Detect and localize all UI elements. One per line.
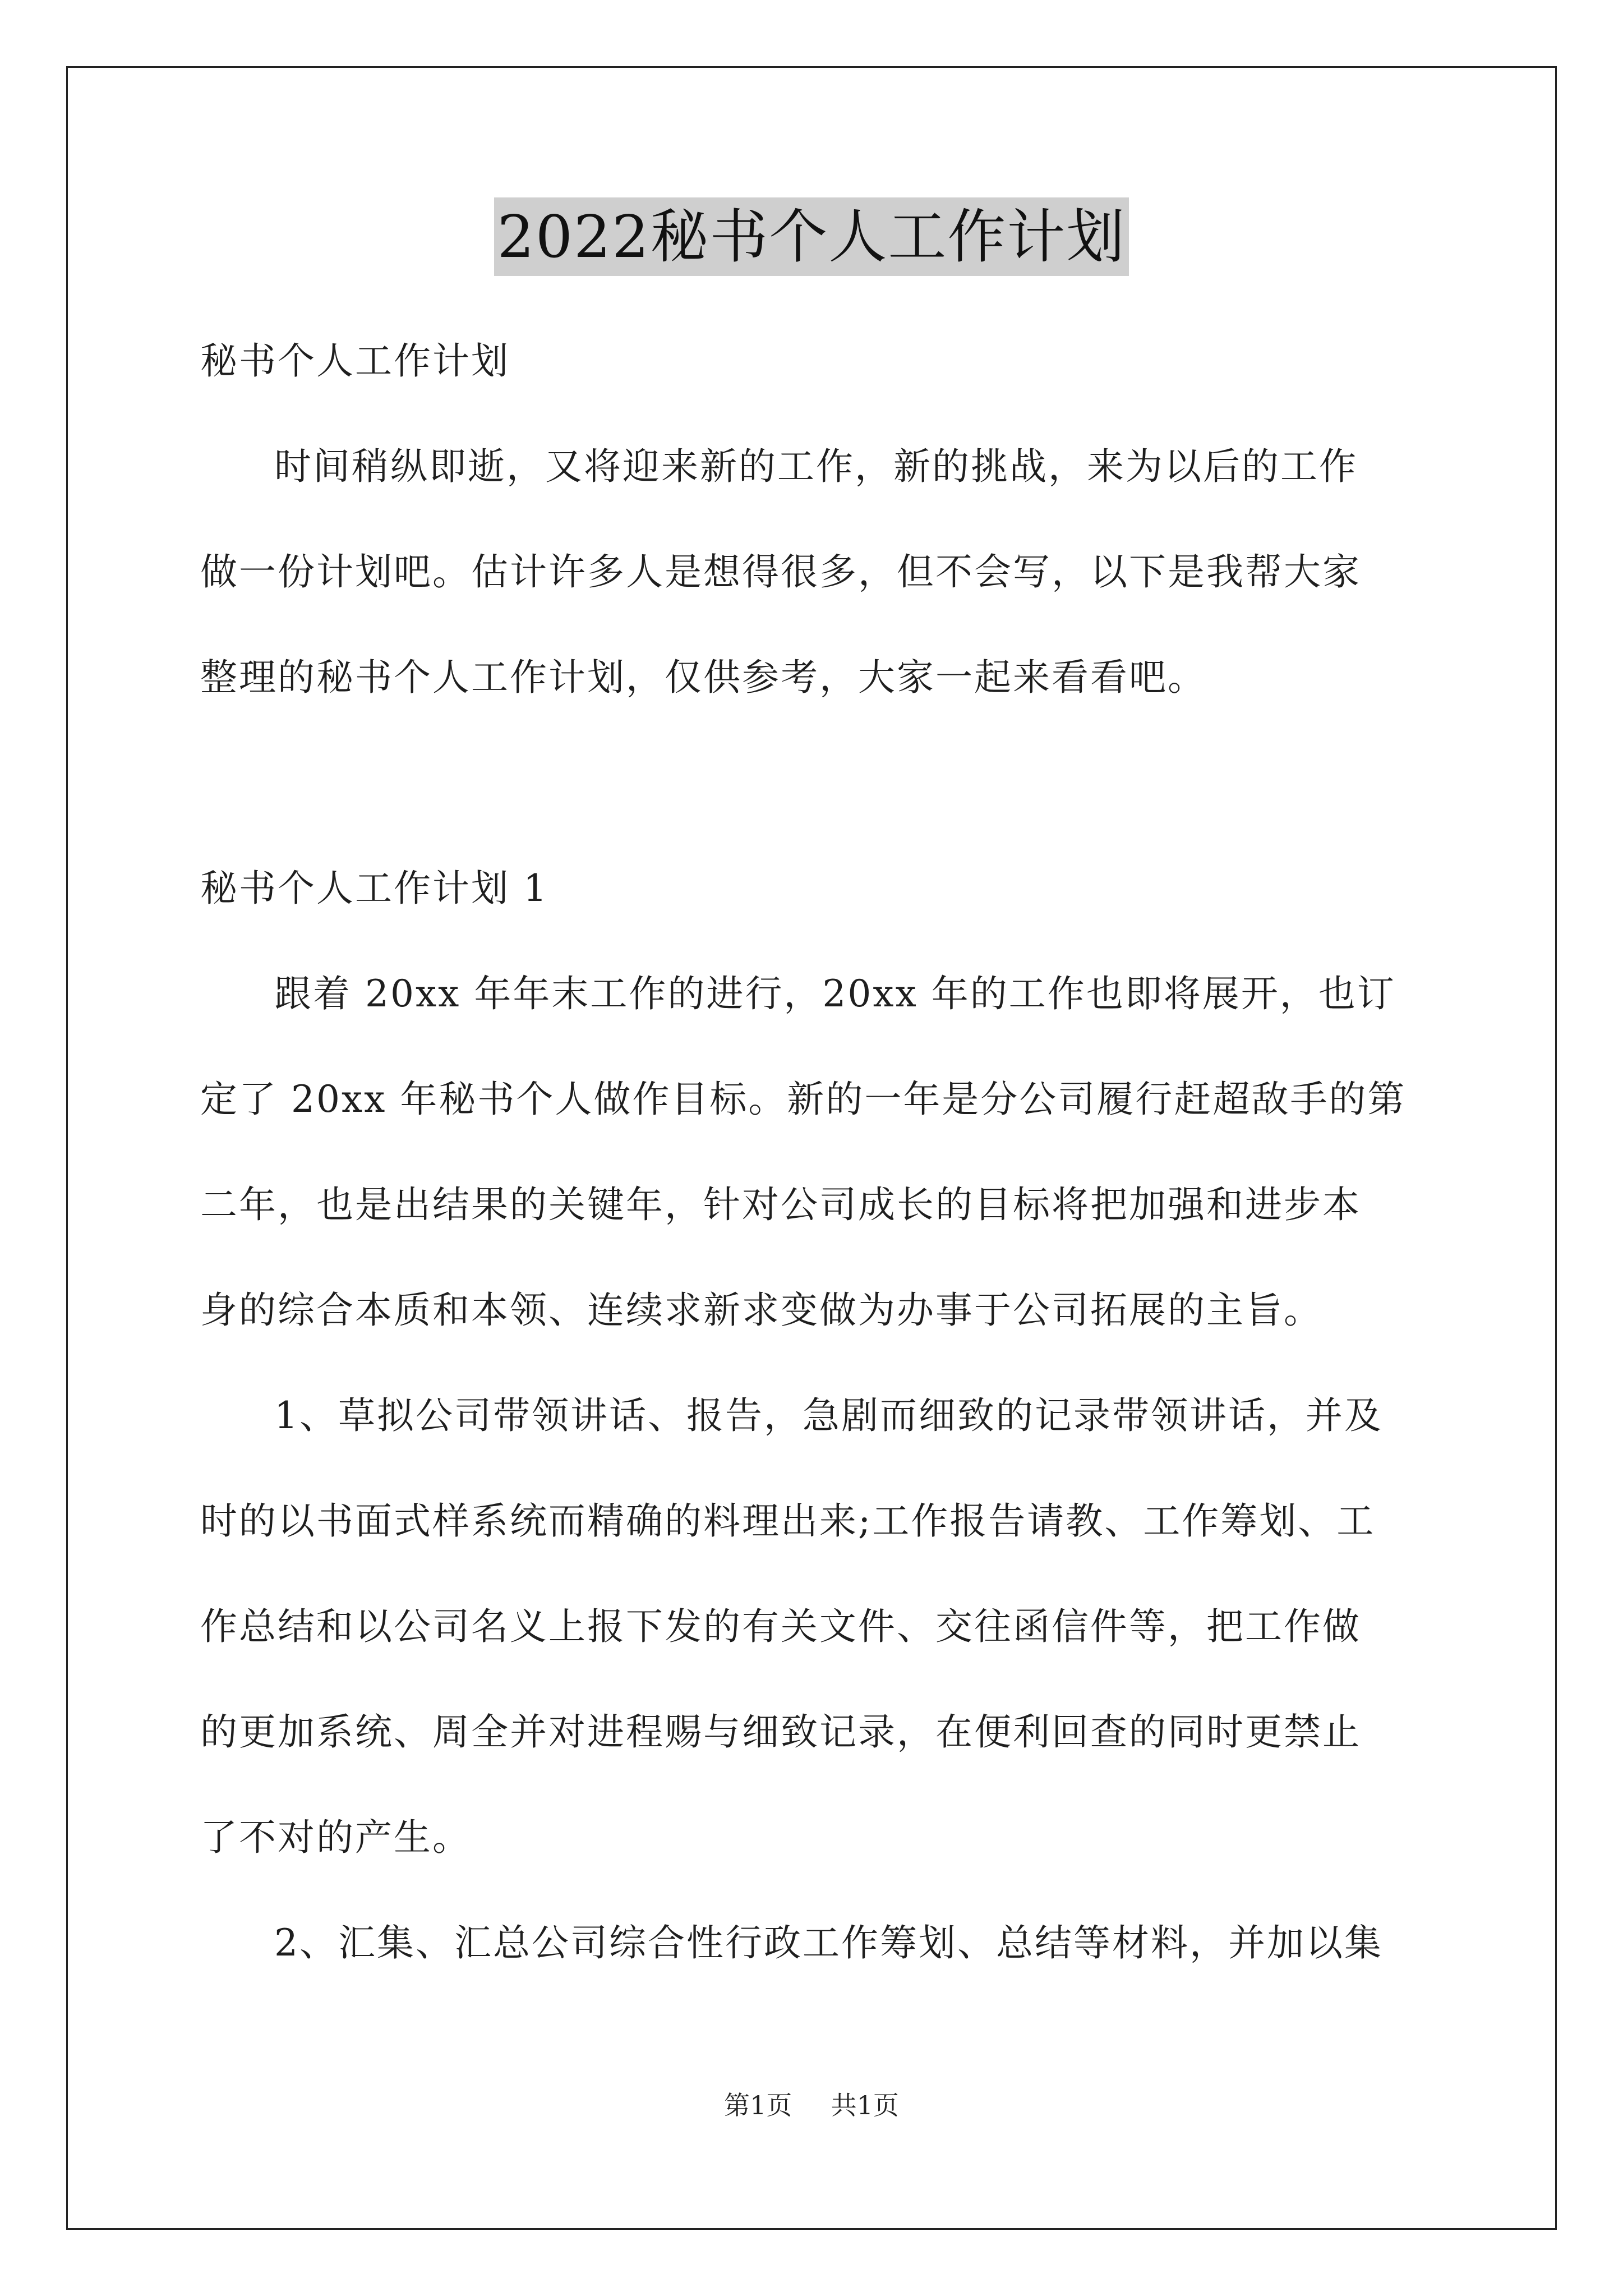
paragraph-line: 二年，也是出结果的关键年，针对公司成长的目标将把加强和进步本 bbox=[200, 1183, 1361, 1226]
document-title: 2022秘书个人工作计划 bbox=[494, 197, 1129, 276]
paragraph-line: 跟着 20xx 年年末工作的进行，20xx 年的工作也即将展开，也订 bbox=[274, 972, 1396, 1015]
title-container bbox=[0, 197, 1623, 276]
paragraph-line: 做一份计划吧。估计许多人是想得很多，但不会写，以下是我帮大家 bbox=[200, 550, 1361, 593]
intro-paragraph bbox=[200, 414, 1428, 730]
page-total: 共1页 bbox=[831, 2090, 899, 2120]
paragraph-line: 时的以书面式样系统而精确的料理出来;工作报告请教、工作筹划、工 bbox=[200, 1499, 1376, 1543]
paragraph-gap bbox=[200, 730, 1428, 836]
paragraph-line: 定了 20xx 年秘书个人做作目标。新的一年是分公司履行赶超敌手的第 bbox=[200, 1078, 1407, 1121]
paragraph-line: 时间稍纵即逝，又将迎来新的工作，新的挑战，来为以后的工作 bbox=[274, 445, 1358, 488]
paragraph-line: 2、汇集、汇总公司综合性行政工作筹划、总结等材料，并加以集 bbox=[274, 1921, 1383, 1964]
paragraph-line: 了不对的产生。 bbox=[200, 1816, 471, 1859]
paragraph-line: 整理的秘书个人工作计划，仅供参考，大家一起来看看吧。 bbox=[200, 656, 1206, 699]
list-item-2 bbox=[200, 1890, 1428, 1996]
paragraph-line: 的更加系统、周全并对进程赐与细致记录，在便利回查的同时更禁止 bbox=[200, 1710, 1361, 1754]
list-item-1 bbox=[200, 1363, 1428, 1890]
document-subtitle: 秘书个人工作计划 bbox=[200, 339, 510, 383]
section-heading: 秘书个人工作计划 1 bbox=[200, 867, 548, 910]
page-footer bbox=[0, 2086, 1623, 2125]
paragraph-line: 身的综合本质和本领、连续求新求变做为办事于公司拓展的主旨。 bbox=[200, 1289, 1322, 1332]
page-number: 第1页 bbox=[724, 2090, 792, 2120]
paragraph-line: 作总结和以公司名义上报下发的有关文件、交往函信件等，把工作做 bbox=[200, 1605, 1361, 1648]
document-body bbox=[200, 309, 1428, 1996]
section1-paragraph bbox=[200, 941, 1428, 1363]
paragraph-line: 1、草拟公司带领讲话、报告，急剧而细致的记录带领讲话，并及 bbox=[274, 1394, 1383, 1437]
